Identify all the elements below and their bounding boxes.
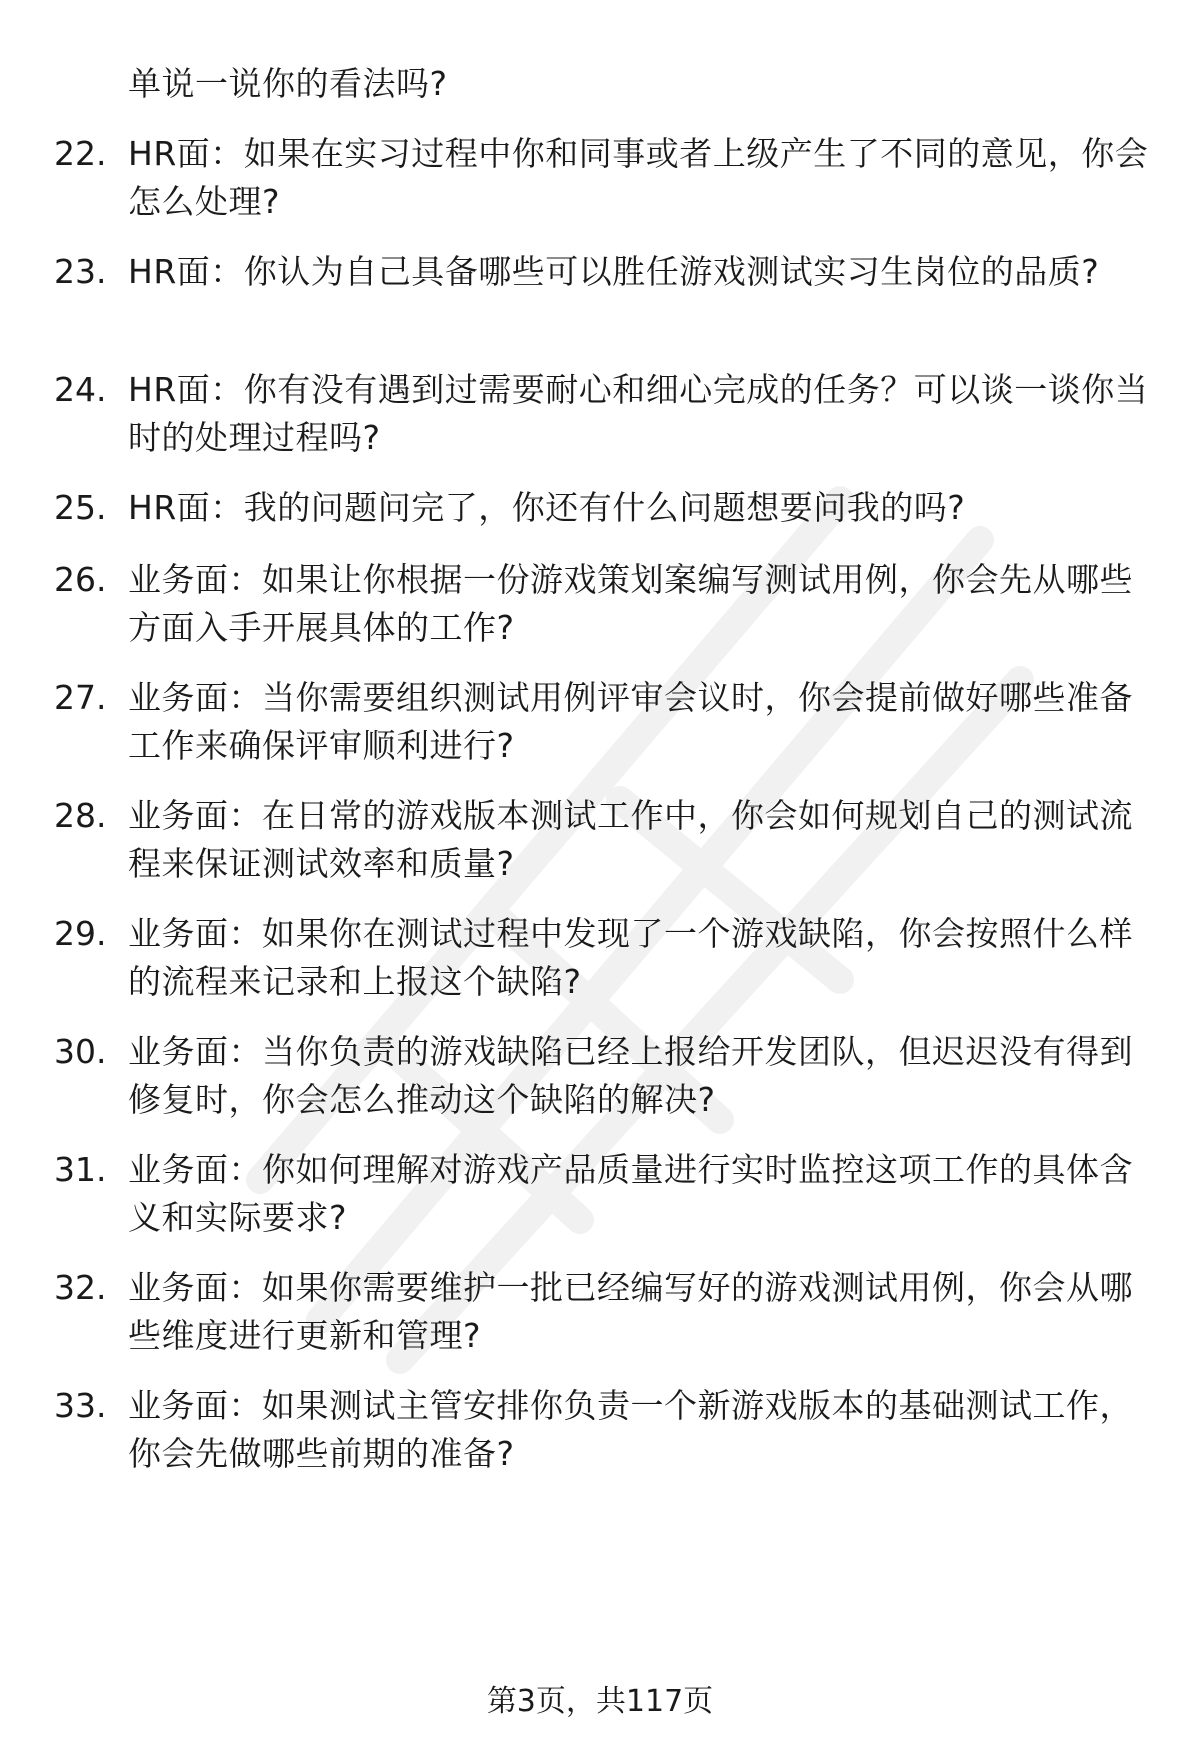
question-number: 32. — [54, 1268, 107, 1307]
question-text: 业务面：如果你在测试过程中发现了一个游戏缺陷，你会按照什么样的流程来记录和上报这个缺陷? — [128, 914, 1133, 1001]
question-text: HR面：如果在实习过程中你和同事或者上级产生了不同的意见，你会怎么处理? — [128, 134, 1149, 221]
question-text: 业务面：当你需要组织测试用例评审会议时，你会提前做好哪些准备工作来确保评审顺利进行? — [128, 678, 1133, 765]
question-text: 业务面：当你负责的游戏缺陷已经上报给开发团队，但迟迟没有得到修复时，你会怎么推动这个缺陷的解决? — [128, 1032, 1133, 1119]
question-number: 26. — [54, 560, 107, 599]
question-text: 业务面：如果让你根据一份游戏策划案编写测试用例，你会先从哪些方面入手开展具体的工作? — [128, 560, 1133, 647]
question-number: 25. — [54, 488, 107, 527]
page-footer: 第3页，共117页 — [486, 1684, 714, 1719]
continuation-line: 单说一说你的看法吗? — [128, 64, 448, 103]
question-number: 23. — [54, 252, 107, 291]
question-text: HR面：我的问题问完了，你还有什么问题想要问我的吗? — [128, 488, 966, 527]
question-text: 业务面：如果测试主管安排你负责一个新游戏版本的基础测试工作，你会先做哪些前期的准备? — [128, 1386, 1133, 1473]
question-text: HR面：你认为自己具备哪些可以胜任游戏测试实习生岗位的品质? — [128, 252, 1100, 291]
question-number: 28. — [54, 796, 107, 835]
question-number: 27. — [54, 678, 107, 717]
question-text: 业务面：在日常的游戏版本测试工作中，你会如何规划自己的测试流程来保证测试效率和质量? — [128, 796, 1133, 883]
question-number: 33. — [54, 1386, 107, 1425]
question-number: 31. — [54, 1150, 107, 1189]
question-number: 24. — [54, 370, 107, 409]
question-text: 业务面：你如何理解对游戏产品质量进行实时监控这项工作的具体含义和实际要求? — [128, 1150, 1133, 1237]
question-text: 业务面：如果你需要维护一批已经编写好的游戏测试用例，你会从哪些维度进行更新和管理? — [128, 1268, 1133, 1355]
question-number: 30. — [54, 1032, 107, 1071]
question-number: 22. — [54, 134, 107, 173]
question-text: HR面：你有没有遇到过需要耐心和细心完成的任务？可以谈一谈你当时的处理过程吗? — [128, 370, 1149, 457]
question-number: 29. — [54, 914, 107, 953]
